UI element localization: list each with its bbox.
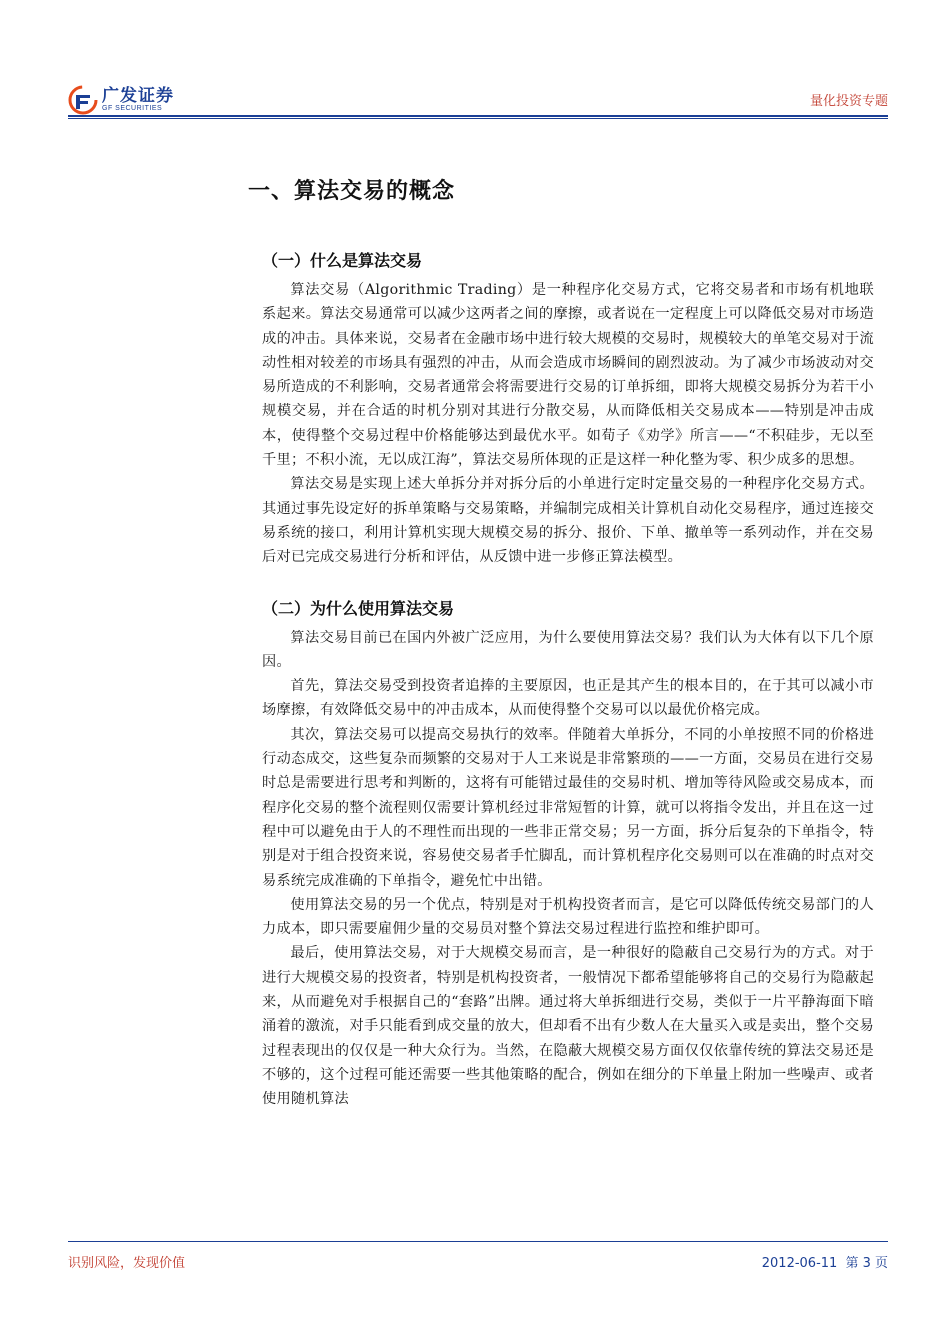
company-logo (68, 84, 174, 116)
header-divider (68, 115, 888, 117)
gf-logo-icon (68, 85, 98, 115)
logo-english-name: GF SECURITIES (102, 105, 163, 112)
main-content (262, 248, 874, 1112)
footer-slogan: 识别风险，发现价值 (68, 1256, 186, 1271)
paragraph: 使用算法交易的另一个优点，特别是对于机构投资者而言，是它可以降低传统交易部门的人力成本，即只需要雇佣少量的交易员对整个算法交易过程进行监控和维护即可。 (262, 896, 874, 938)
page-header (68, 82, 888, 116)
page-number: 第 3 页 (845, 1256, 888, 1271)
paragraph: 算法交易是实现上述大单拆分并对拆分后的小单进行定时定量交易的一种程序化交易方式。其通过事先设定好的拆单策略与交易策略，并编制完成相关计算机自动化交易程序，通过连接交易系统的接口，利用计算机实现大规模交易的拆分、报价、下单、撤单等一系列动作，并在交易后对已完成交易进行分析和评估，从反馈中进一步修正算法模型。 (262, 476, 874, 566)
chapter-title: 一、算法交易的概念 (248, 179, 456, 204)
section-title: （二）为什么使用算法交易 (262, 598, 455, 618)
section-1 (262, 248, 874, 570)
footer-divider (68, 1241, 888, 1242)
paragraph: 其次，算法交易可以提高交易执行的效率。伴随着大单拆分，不同的小单按照不同的价格进行动态成交，这些复杂而频繁的交易对于人工来说是非常繁琐的——一方面，交易员在进行交易时总是需要进行思考和判断的，这将有可能错过最佳的交易时机、增加等待风险或交易成本，而程序化交易的整个流程则仅需要计算机经过非常短暂的计算，就可以将指令发出，并且在这一过程中可以避免由于人的不理性而出现的一些非正常交易；另一方面，拆分后复杂的下单指令，特别是对于组合投资来说，容易使交易者手忙脚乱，而计算机程序化交易则可以在准确的时点对交易系统完成准确的下单指令，避免忙中出错。 (262, 726, 874, 889)
logo-chinese-name: 广发证券 (102, 86, 174, 106)
report-series-title: 量化投资专题 (809, 94, 888, 109)
section-2 (262, 596, 874, 1112)
footer-info (758, 1252, 888, 1271)
section-title: （一）什么是算法交易 (262, 251, 423, 270)
paragraph: 首先，算法交易受到投资者追捧的主要原因，也正是其产生的根本目的，在于其可以减小市场摩擦，有效降低交易中的冲击成本，从而使得整个交易可以以最优价格完成。 (262, 678, 874, 719)
paragraph: 算法交易目前已在国内外被广泛应用，为什么要使用算法交易？我们认为大体有以下几个原因。 (262, 629, 874, 670)
header-divider-thin (68, 118, 888, 119)
report-date: 2012-06-11 (761, 1256, 838, 1271)
paragraph: 最后，使用算法交易，对于大规模交易而言，是一种很好的隐蔽自己交易行为的方式。对于进行大规模交易的投资者，特别是机构投资者，一般情况下都希望能够将自己的交易行为隐蔽起来，从而避免对手根据自己的“套路”出牌。通过将大单拆细进行交易，类似于一片平静海面下暗涌着的激流，对手只能看到成交量的放大，但却看不出有少数人在大量买入或是卖出，整个交易过程表现出的仅仅是一种大众行为。当然，在隐蔽大规模交易方面仅仅依靠传统的算法交易还是不够的，这个过程可能还需要一些其他策略的配合，例如在细分的下单量上附加一些噪声、或者使用随机算法 (262, 945, 874, 1108)
paragraph: 算法交易（Algorithmic Trading）是一种程序化交易方式，它将交易者和市场有机地联系起来。算法交易通常可以减少这两者之间的摩擦，或者说在一定程度上可以降低交易对市场造成的冲击。具体来说，交易者在金融市场中进行较大规模的交易时，规模较大的单笔交易对于流动性相对较差的市场具有强烈的冲击，从而会造成市场瞬间的剧烈波动。为了减少市场波动对交易所造成的不利影响，交易者通常会将需要进行交易的订单拆细，即将大规模交易拆分为若干小规模交易，并在合适的时机分别对其进行分散交易，从而降低相关交易成本——特别是冲击成本，使得整个交易过程中价格能够达到最优水平。如荀子《劝学》所言——“不积硅步，无以至千里；不积小流，无以成江海”，算法交易所体现的正是这样一种化整为零、积少成多的思想。 (262, 282, 874, 469)
